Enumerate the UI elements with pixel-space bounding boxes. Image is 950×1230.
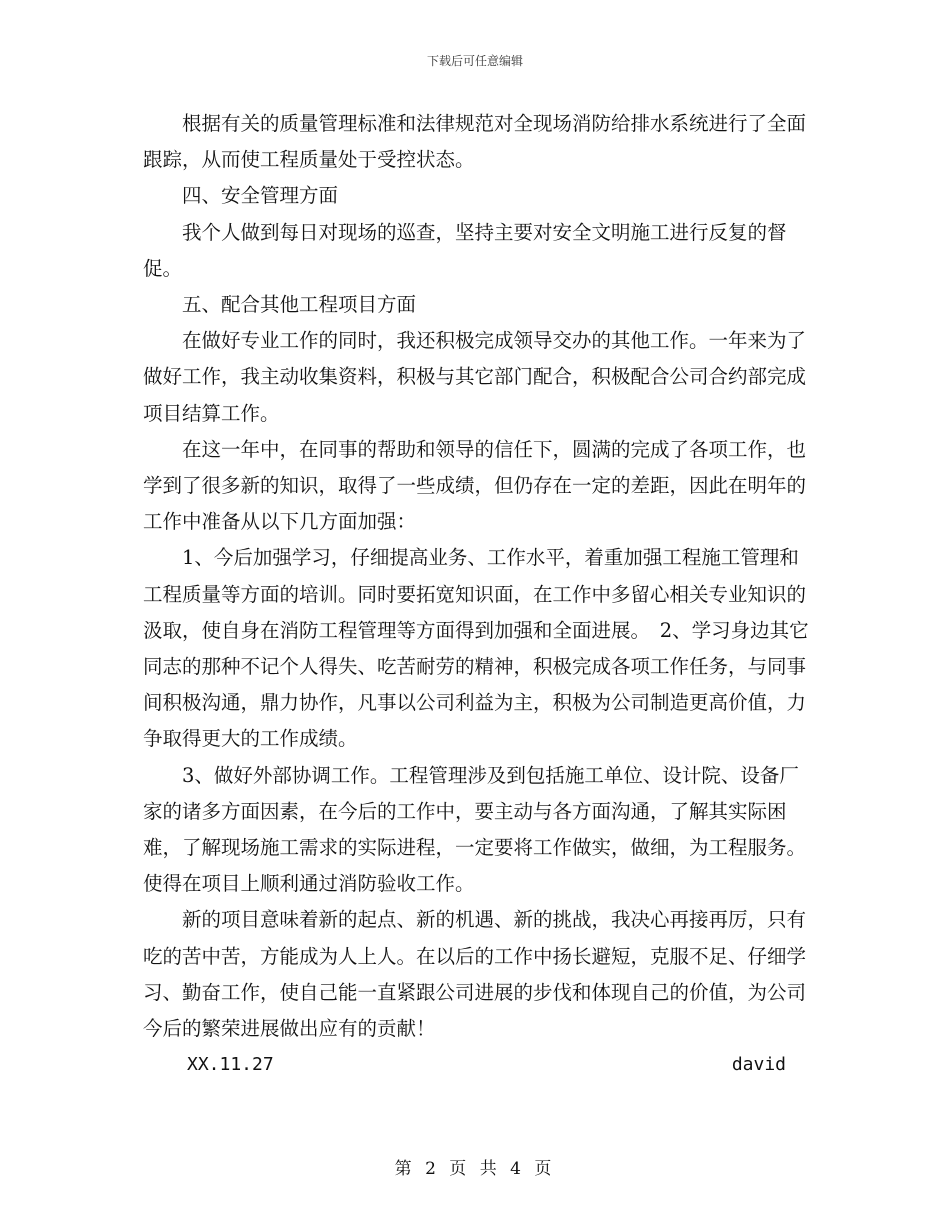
paragraph-safety-inspection: 我个人做到每日对现场的巡查，坚持主要对安全文明施工进行反复的督促。 (143, 220, 787, 280)
paragraph-year-summary: 在这一年中，在同事的帮助和领导的信任下，圆满的完成了各项工作，也学到了很多新的知识，取得了一些成绩，但仍存在一定的差距，因此在明年的工作中准备从以下几方面加强： (143, 437, 807, 534)
paragraph-conclusion: 新的项目意味着新的起点、新的机遇、新的挑战，我决心再接再厉，只有吃的苦中苦，方能成为人上人。在以后的工作中扬长避短，克服不足、仔细学习、勤奋工作，使自己能一直紧跟公司进展的步伐和体现自己的价值，为公司今后的繁荣进展做出应有的贡献！ (143, 908, 807, 1041)
heading-cooperation: 五、配合其他工程项目方面 (182, 293, 417, 317)
page-header: 下载后可任意编辑 (426, 54, 523, 68)
document-body (143, 106, 816, 1083)
page-number: 第 2 页 共 4 页 (394, 1159, 556, 1179)
paragraph-improvement-1-2: 1、今后加强学习，仔细提高业务、工作水平，着重加强工程施工管理和工程质量等方面的培训。同时要拓宽知识面，在工作中多留心相关专业知识的汲取，使自身在消防工程管理等方面得到加强和全面进展。 2、学习身边其它同志的那种不记个人得失、吃苦耐劳的精神，积极完成各项工作任务，与同事间积极沟通，鼎力协作，凡事以公司利益为主，积极为公司制造更高价值，力争取得更大的工作成绩。 (143, 546, 809, 751)
heading-safety-management: 四、安全管理方面 (182, 184, 339, 208)
paragraph-quality-tracking: 根据有关的质量管理标准和法律规范对全现场消防给排水系统进行了全面跟踪，从而使工程质量处于受控状态。 (143, 112, 807, 172)
signature-date: XX.11.27 (187, 1054, 274, 1076)
paragraph-improvement-3: 3、做好外部协调工作。工程管理涉及到包括施工单位、设计院、设备厂家的诸多方面因素，在今后的工作中，要主动与各方面沟通，了解其实际困难，了解现场施工需求的实际进程，一定要将工作做实，做细，为工程服务。 使得在项目上顺利通过消防验收工作。 (143, 763, 816, 896)
signature-name: david (731, 1054, 786, 1076)
signature-line (143, 1047, 813, 1083)
paragraph-cooperation: 在做好专业工作的同时，我还积极完成领导交办的其他工作。一年来为了做好工作，我主动收集资料，积极与其它部门配合，积极配合公司合约部完成项目结算工作。 (143, 329, 807, 425)
